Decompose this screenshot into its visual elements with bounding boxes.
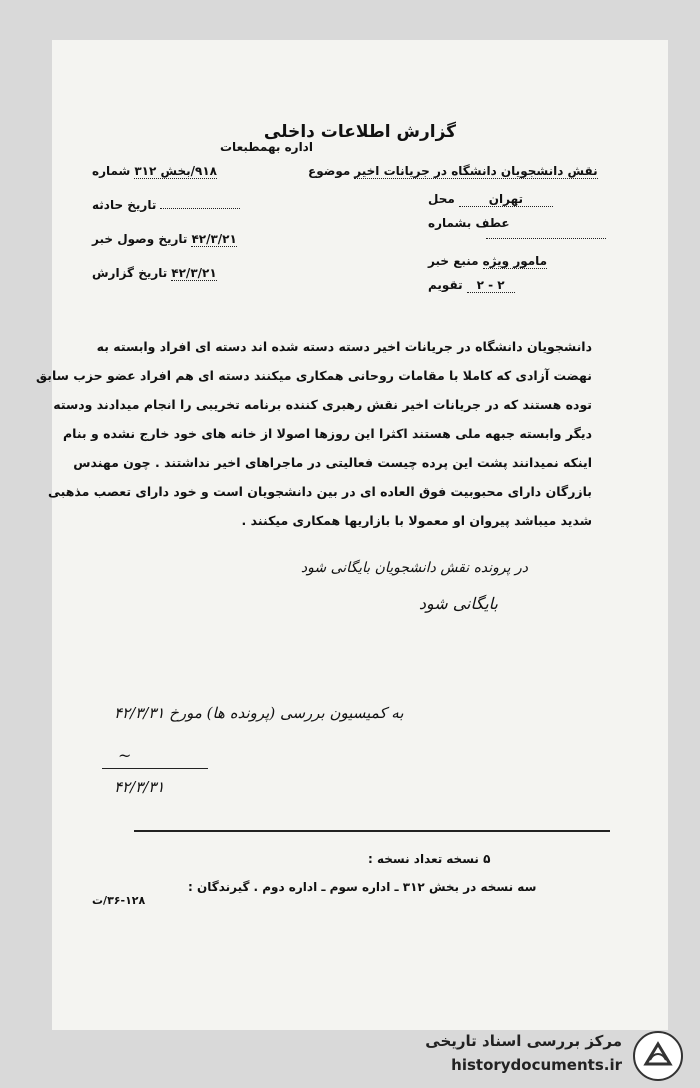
watermark-site: historydocuments.ir [451, 1056, 622, 1074]
subject-value: نقش دانشجویان دانشگاه در جریانات اخیر [354, 164, 598, 178]
assessment-field [428, 278, 628, 293]
handwritten-note-3: به کمیسیون بررسی (پرونده ها) مورخ ۴۲/۳/۳۱ [114, 704, 404, 722]
reference-label: عطف بشماره [428, 216, 510, 230]
form-code: ۳۶-۱۲۸/ت [92, 894, 146, 907]
place-value: تهران [459, 192, 553, 207]
body-line: اینکه نمیدانند پشت این پرده چیست فعالیتی در ماجراهای اخیر نداشتند . چون مهندس [73, 455, 592, 470]
handwritten-note-2: بایگانی شود [418, 594, 498, 613]
place-label: محل [428, 192, 455, 206]
incident-date-field [92, 198, 272, 212]
source-value: مامور ویژه [482, 254, 548, 268]
body-line: دیگر وابسته جبهه ملی هستند اکثرا این روزها اصولا از خانه های خود خارج نشده و بنام [62, 426, 592, 441]
copies-label: تعداد نسخه : [368, 852, 443, 866]
number-field [92, 164, 272, 179]
reference-field [428, 216, 628, 230]
report-body [36, 332, 592, 535]
place-field [428, 192, 628, 207]
number-value: ۹۱۸/بخش ۳۱۲ [134, 164, 217, 178]
archive-logo-icon [632, 1030, 684, 1082]
incident-date-label: تاریخ حادثه [92, 198, 157, 212]
handwritten-underline [102, 768, 208, 769]
incident-date-value [160, 208, 240, 209]
subject-field [308, 164, 628, 179]
body-line: دانشجویان دانشگاه در جریانات اخیر دسته دسته شده اند دسته ای افراد وابسته به [96, 339, 592, 354]
source-label: منبع خبر [428, 254, 479, 268]
body-line: بازرگان دارای محبوبیت فوق العاده ای در بین دانشجویان است و خود دارای تعصب مذهبی [48, 484, 592, 499]
body-line: نهضت آزادی که کاملا با مقامات روحانی همکاری میکنند دسته ای هم افراد عضو حزب سابق [36, 368, 592, 383]
assessment-label: تقویم [428, 278, 463, 292]
department-name: اداره بهمطبعات [220, 140, 313, 154]
body-line: توده هستند که در جریانات اخیر نقش رهبری کننده برنامه تخریبی را انجام میدادند ودسته [53, 397, 592, 412]
received-date-field [92, 232, 272, 247]
report-date-field [92, 266, 272, 281]
watermark-org-name: مرکز بررسی اسناد تاریخی [425, 1032, 622, 1050]
recipients-value: سه نسخه در بخش ۳۱۲ ـ اداره سوم ـ اداره دوم . [253, 880, 537, 894]
handwritten-note-1: در پرونده نقش دانشجویان بایگانی شود [300, 560, 528, 576]
source-field [428, 254, 628, 269]
report-date-label: تاریخ گزارش [92, 266, 168, 280]
copies-value: ۵ نسخه [446, 852, 491, 866]
footer-divider [134, 830, 610, 832]
number-label: شماره [92, 164, 131, 178]
received-date-value: ۴۲/۳/۲۱ [191, 232, 237, 246]
body-line: شدید میباشد پیروان او معمولا با بازاریها همکاری میکنند . [241, 513, 592, 528]
copies-field [368, 852, 628, 866]
received-date-label: تاریخ وصول خبر [92, 232, 188, 246]
reference-value-line [486, 238, 606, 239]
document-page [36, 40, 668, 1030]
handwritten-mark: ~ [118, 746, 132, 765]
recipients-label: گیرندگان : [188, 880, 250, 894]
report-date-value: ۴۲/۳/۲۱ [171, 266, 217, 280]
document-title: گزارش اطلاعات داخلی [263, 122, 457, 142]
subject-label: موضوع [308, 164, 351, 178]
assessment-value: ۲ - ۲ [467, 278, 515, 293]
watermark-logo [392, 1028, 692, 1084]
handwritten-note-4: ۴۲/۳/۳۱ [114, 778, 165, 796]
recipients-field [188, 880, 628, 894]
